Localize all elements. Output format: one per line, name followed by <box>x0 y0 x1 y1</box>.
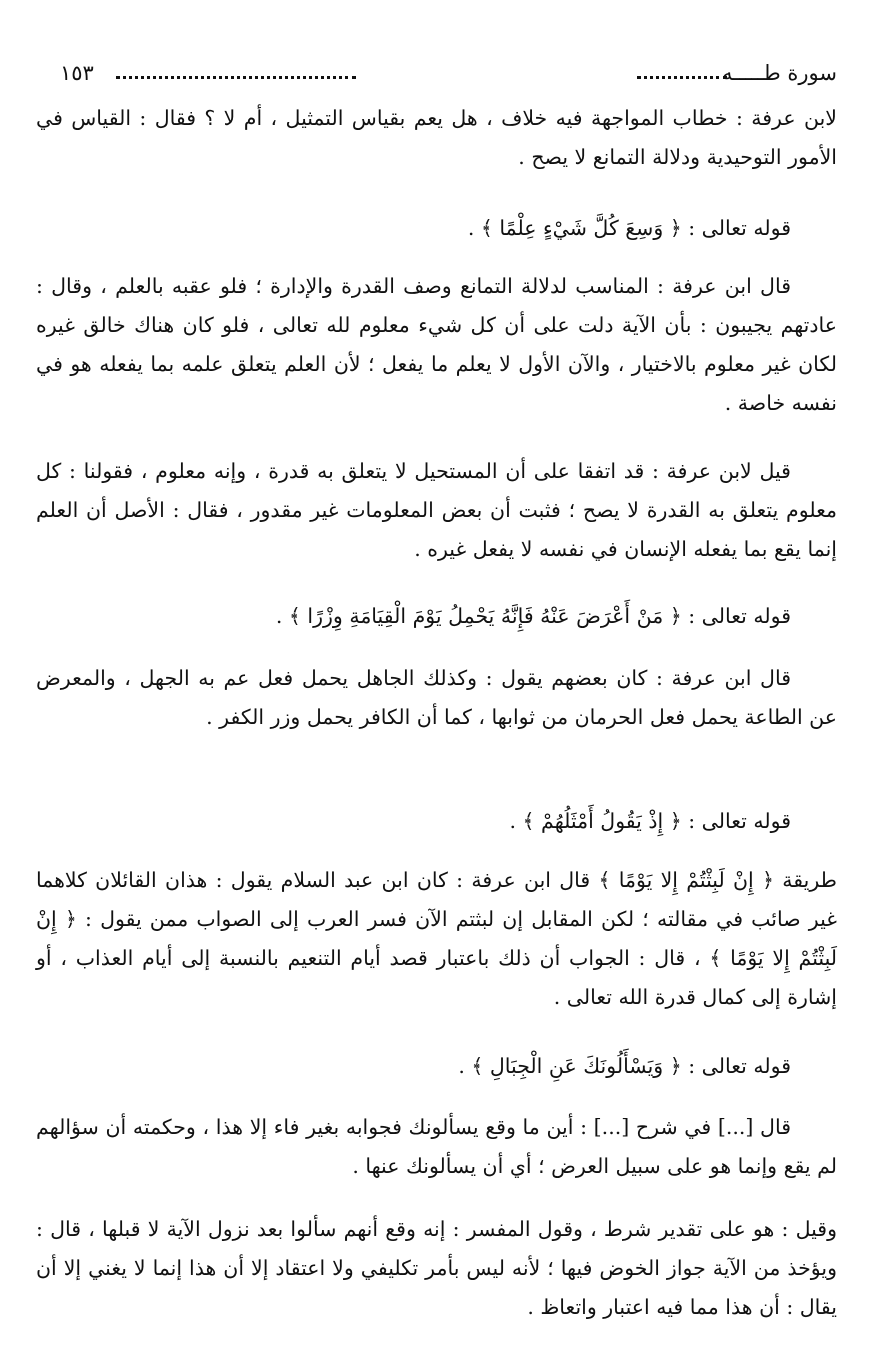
paragraph-3: قيل لابن عرفة : قد اتفقا على أن المستحيل لا يتعلق به قدرة ، وإنه معلوم ، فقولنا : كل معلوم يتعلق به القدرة لا يصح ؛ فثبت أن بعض المعلومات غير مقدور ، فقال : الأصل أن العلم إنما يقع بما يفعله الإنسان في نفسه لا يفعل غيره . <box>36 459 837 561</box>
paragraph-1: لابن عرفة : خطاب المواجهة فيه خلاف ، هل يعم بقياس التمثيل ، أم لا ؟ فقال : القياس في الأمور التوحيدية ودلالة التمانع لا يصح . <box>36 106 837 169</box>
verse-heading-2: قوله تعالى : ﴿ مَنْ أَعْرَضَ عَنْهُ فَإِنَّهُ يَحْمِلُ يَوْمَ الْقِيَامَةِ وِزْرًا ﴾ . <box>275 604 791 628</box>
header-leader-dots-left <box>116 76 356 79</box>
page-number: ١٥٣ <box>60 61 94 85</box>
verse-heading-4: قوله تعالى : ﴿ وَيَسْأَلُونَكَ عَنِ الْجِبَالِ ﴾ . <box>458 1054 791 1078</box>
verse-heading-1: قوله تعالى : ﴿ وَسِعَ كُلَّ شَيْءٍ عِلْمًا ﴾ . <box>467 216 791 240</box>
page-header <box>60 58 837 88</box>
verse-heading-3: قوله تعالى : ﴿ إِذْ يَقُولُ أَمْثَلُهُمْ ﴾ . <box>509 809 791 833</box>
header-leader-dots-right <box>637 76 727 79</box>
paragraph-5: طريقة ﴿ إِنْ لَبِثْتُمْ إِلا يَوْمًا ﴾ قال ابن عرفة : كان ابن عبد السلام يقول : هذان القائلان كلاهما غير صائب في مقالته ؛ لكن المقابل إن لبثتم الآن فسر العرب إلى الصواب ممن يقول : ﴿ إِنْ لَبِثْتُمْ إِلا يَوْمًا ﴾ ، قال : الجواب أن ذلك باعتبار قصد أيام التنعيم بالنسبة إلى أيام العذاب ، أو إشارة إلى كمال قدرة الله تعالى . <box>36 868 837 1009</box>
paragraph-6: قال [...] في شرح [...] : أين ما وقع يسألونك فجوابه بغير فاء إلا هذا ، وحكمته أن سؤالهم لم يقع وإنما هو على سبيل العرض ؛ أي أن يسألونك عنها . <box>36 1115 837 1178</box>
paragraph-7: وقيل : هو على تقدير شرط ، وقول المفسر : إنه وقع أنهم سألوا بعد نزول الآية لا قبلها ، قال : ويؤخذ من الآية جواز الخوض فيها ؛ لأنه ليس بأمر تكليفي ولا اعتقاد إلا أن هذا إنما لا يغني إلا أن يقال : أن هذا مما فيه اعتبار واتعاظ . <box>36 1217 837 1319</box>
paragraph-2: قال ابن عرفة : المناسب لدلالة التمانع وصف القدرة والإدارة ؛ فلو عقبه بالعلم ، وقال : عادتهم يجيبون : بأن الآية دلت على أن كل شيء معلوم لله تعالى ، فلو كان هناك خالق غيره لكان غير معلوم بالاختيار ، والآن الأول لا يعلم ما يفعل ؛ لأن العلم يتعلق علمه بما يفعله هو في نفسه خاصة . <box>36 274 837 415</box>
paragraph-4: قال ابن عرفة : كان بعضهم يقول : وكذلك الجاهل يحمل فعل عم به الجهل ، والمعرض عن الطاعة يحمل فعل الحرمان من ثوابها ، كما أن الكافر يحمل وزر الكفر . <box>36 666 837 729</box>
surah-title: سورة طـــــه <box>722 61 837 85</box>
